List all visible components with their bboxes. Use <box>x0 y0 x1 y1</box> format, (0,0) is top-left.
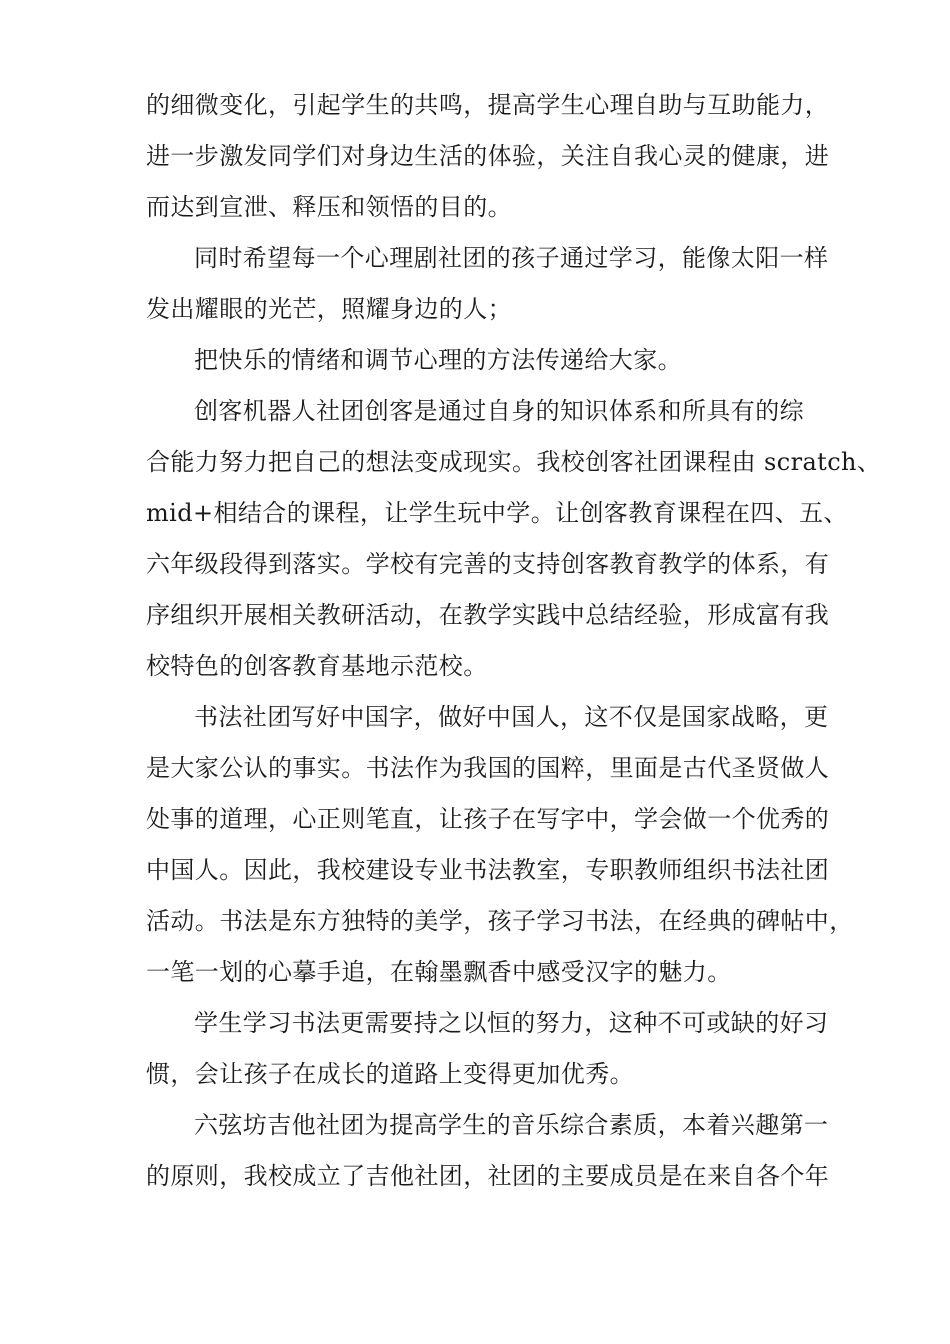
text-line: 校特色的创客教育基地示范校。 <box>146 652 488 680</box>
paragraph-first-line: 六弦坊吉他社团为提高学生的音乐综合素质，本着兴趣第一 <box>194 1111 829 1139</box>
text-line: 活动。书法是东方独特的美学，孩子学习书法，在经典的碑帖中， <box>146 907 854 935</box>
text-line: 发出耀眼的光芒，照耀身边的人； <box>146 295 512 323</box>
text-line: 一笔一划的心摹手追，在翰墨飘香中感受汉字的魅力。 <box>146 958 732 986</box>
document-page <box>146 80 882 1202</box>
paragraph-first-line: 学生学习书法更需要持之以恒的努力，这种不可或缺的好习 <box>194 1009 829 1037</box>
text-line: 的细微变化，引起学生的共鸣，提高学生心理自助与互助能力， <box>146 91 830 119</box>
paragraph-first-line: 同时希望每一个心理剧社团的孩子通过学习，能像太阳一样 <box>194 244 829 272</box>
text-line: 而达到宣泄、释压和领悟的目的。 <box>146 193 512 221</box>
paragraph-first-line: 书法社团写好中国字，做好中国人，这不仅是国家战略，更 <box>194 703 829 731</box>
text-line: 的原则，我校成立了吉他社团，社团的主要成员是在来自各个年 <box>146 1162 830 1190</box>
text-line: 中国人。因此，我校建设专业书法教室，专职教师组织书法社团 <box>146 856 830 884</box>
text-line: 惯，会让孩子在成长的道路上变得更加优秀。 <box>146 1060 634 1088</box>
text-line: mid+相结合的课程，让学生玩中学。让创客教育课程在四、五、 <box>146 499 848 527</box>
text-line: 进一步激发同学们对身边生活的体验，关注自我心灵的健康，进 <box>146 142 830 170</box>
text-line: 六年级段得到落实。学校有完善的支持创客教育教学的体系，有 <box>146 550 830 578</box>
text-line: 合能力努力把自己的想法变成现实。我校创客社团课程由 scratch、 <box>146 448 882 476</box>
paragraph-first-line: 把快乐的情绪和调节心理的方法传递给大家。 <box>194 346 682 374</box>
text-line: 是大家公认的事实。书法作为我国的国粹，里面是古代圣贤做人 <box>146 754 830 782</box>
paragraph-first-line: 创客机器人社团创客是通过自身的知识体系和所具有的综 <box>194 397 804 425</box>
text-line: 处事的道理，心正则笔直，让孩子在写字中，学会做一个优秀的 <box>146 805 830 833</box>
text-line: 序组织开展相关教研活动，在教学实践中总结经验，形成富有我 <box>146 601 830 629</box>
